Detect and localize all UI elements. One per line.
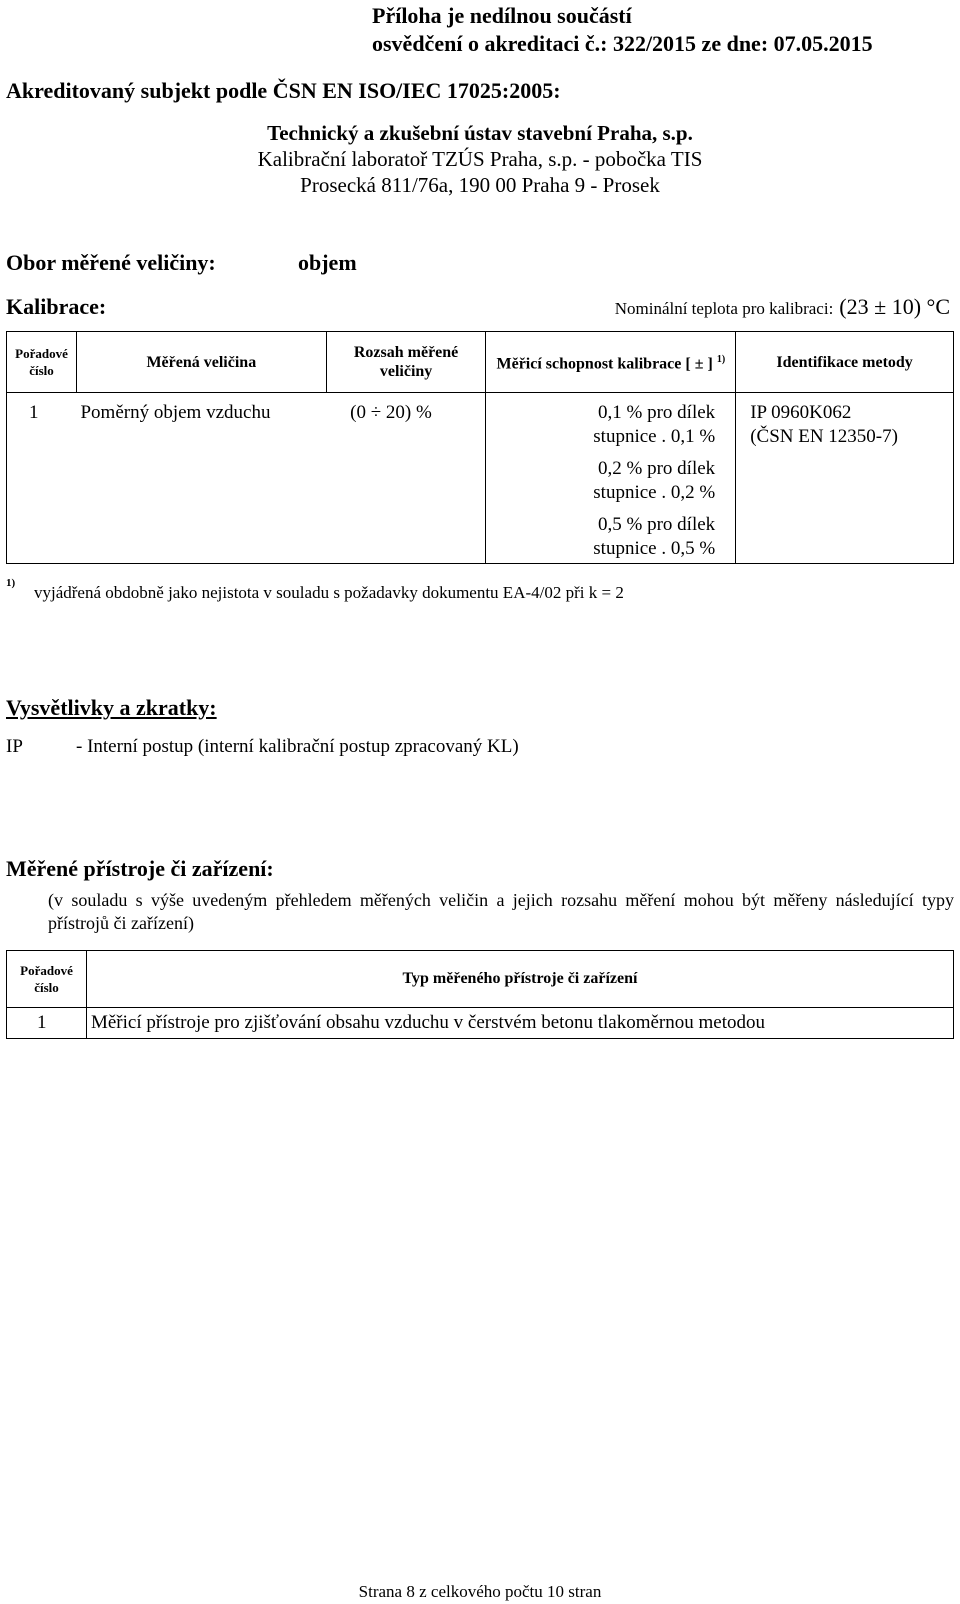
attachment-line-2: osvědčení o akreditaci č.: 322/2015 ze dne: 07.05.2015 [372,31,873,56]
capability-line: 0,5 % pro dílek [598,514,716,535]
laboratory-address: Prosecká 811/76a, 190 00 Praha 9 - Prosek [300,173,660,197]
devices-header-type: Typ měřeného přístroje či zařízení [86,951,953,1008]
field-label: Obor měřené veličiny: [6,250,216,275]
devices-header-order: Pořadové číslo [7,951,87,1008]
devices-table [6,950,954,1039]
row-range: (0 ÷ 20) % [326,393,486,564]
capability-line: 0,2 % pro dílek [598,458,716,479]
method-id: IP 0960K062 [750,402,852,423]
calibration-table [6,331,954,564]
device-type: Měřicí přístroje pro zjišťování obsahu vzduchu v čerstvém betonu tlakoměrnou metodou [86,1008,953,1039]
devices-header-row [7,951,954,1008]
field-value: objem [298,250,357,275]
capability-line: stupnice . 0,2 % [593,482,716,503]
attachment-header [372,2,873,58]
organization-block [0,120,960,198]
method-standard: (ČSN EN 12350-7) [750,426,898,447]
attachment-line-1: Příloha je nedílnou součástí [372,3,632,28]
device-order: 1 [7,1008,87,1039]
footnote-text: vyjádřená obdobně jako nejistota v souladu s požadavky dokumentu EA-4/02 při k = 2 [34,583,624,602]
capability-footnote-ref: 1) [716,354,726,366]
nominal-temperature-label: Nominální teplota pro kalibraci: [614,299,834,318]
capability-line: stupnice . 0,1 % [593,426,716,447]
accredited-subject: Akreditovaný subjekt podle ČSN EN ISO/IEC 17025:2005: [6,78,561,103]
row-method [736,393,954,564]
nominal-temperature [615,294,950,320]
table-row [7,1008,954,1039]
capability-item [490,401,731,449]
table-header-row [7,332,954,393]
nominal-temperature-value: (23 ± 10) °C [839,294,950,319]
header-capability: Měřicí schopnost kalibrace [ ± ] $^{1)}$ [486,332,736,393]
calibration-label: Kalibrace: [6,294,107,319]
row-quantity: Poměrný objem vzduchu [76,393,326,564]
devices-heading: Měřené přístroje či zařízení: [6,856,274,881]
row-order: 1 [7,393,77,564]
capability-line: 0,1 % pro dílek [598,402,716,423]
explanations-heading: Vysvětlivky a zkratky: [6,695,217,720]
organization-name: Technický a zkušební ústav stavební Praha, s.p. [267,121,693,145]
laboratory-name: Kalibrační laboratoř TZÚS Praha, s.p. - pobočka TIS [257,147,703,171]
capability-item [490,457,731,505]
explanation-abbreviation: IP [6,736,23,757]
header-quantity: Měřená veličina [76,332,326,393]
devices-note: (v souladu s výše uvedeným přehledem měřených veličin a jejich rozsahu měření mohou být měřeny následující typy přístrojů či zařízení) [48,890,954,933]
capability-line: stupnice . 0,5 % [593,538,716,559]
page-number: Strana 8 z celkového počtu 10 stran [358,1582,602,1601]
header-method: Identifikace metody [736,332,954,393]
row-capability [486,393,736,564]
capability-item [490,513,731,561]
table-row [7,393,954,564]
explanation-description: - Interní postup (interní kalibrační postup zpracovaný KL) [76,736,519,757]
header-range: Rozsah měřené veličiny [326,332,486,393]
footnote-mark: 1) [6,577,16,589]
header-order: Pořadové číslo [7,332,77,393]
